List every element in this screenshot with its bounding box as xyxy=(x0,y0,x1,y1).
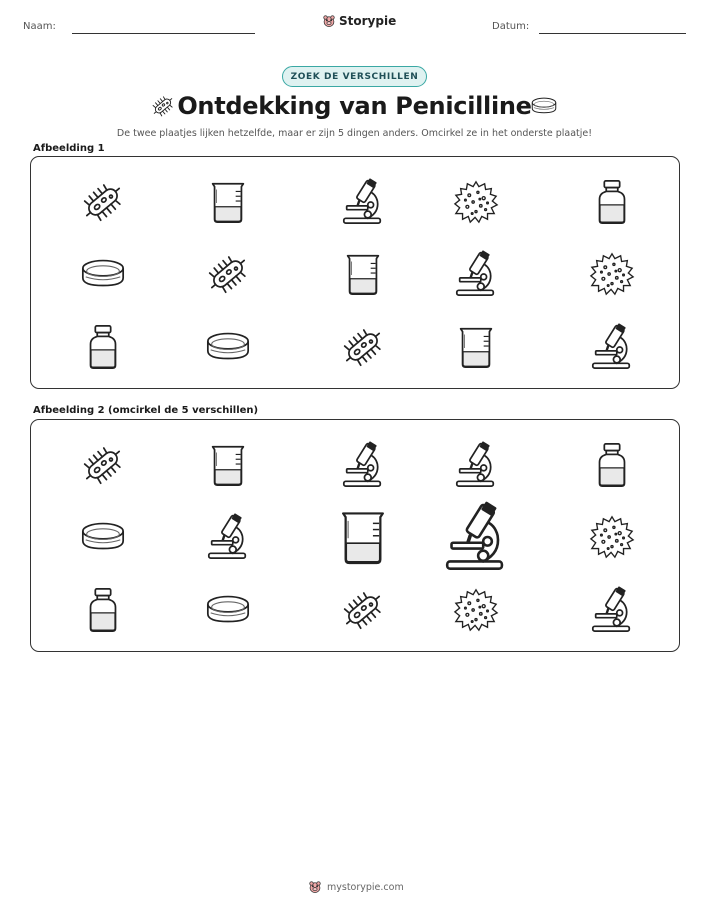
vial-icon xyxy=(588,178,636,226)
bacteria-icon[interactable] xyxy=(79,441,127,489)
footer xyxy=(308,880,404,894)
microscope-icon xyxy=(588,323,636,371)
mold-spore-icon[interactable] xyxy=(452,586,500,634)
picture2-label: Afbeelding 2 (omcirkel de 5 verschillen) xyxy=(33,405,259,416)
vial-icon[interactable] xyxy=(79,586,127,634)
mold-spore-icon[interactable] xyxy=(588,513,636,561)
instructions: De twee plaatjes lijken hetzelfde, maar er zijn 5 dingen anders. Omcirkel ze in het onderste plaatje! xyxy=(116,128,593,139)
activity-tag: ZOEK DE VERSCHILLEN xyxy=(282,66,427,87)
beaker-icon xyxy=(204,178,252,226)
pig-logo-icon xyxy=(322,14,336,28)
microscope-icon xyxy=(452,250,500,298)
brand-logo xyxy=(322,14,396,28)
bacteria-icon xyxy=(204,250,252,298)
brand-name: Storypie xyxy=(339,14,397,28)
microscope-icon[interactable] xyxy=(339,441,387,489)
microscope-icon xyxy=(339,178,387,226)
petri-dish-icon[interactable] xyxy=(204,586,252,634)
pig-logo-icon xyxy=(308,880,322,894)
beaker-icon[interactable] xyxy=(204,441,252,489)
name-line[interactable] xyxy=(72,33,255,34)
date-line[interactable] xyxy=(539,33,686,34)
petri-dish-icon xyxy=(527,92,561,120)
bacteria-icon xyxy=(79,178,127,226)
microscope-icon[interactable] xyxy=(452,441,500,489)
microscope-icon[interactable] xyxy=(204,513,252,561)
beaker-icon[interactable] xyxy=(332,506,394,568)
mold-spore-icon xyxy=(588,250,636,298)
beaker-icon xyxy=(452,323,500,371)
petri-dish-icon xyxy=(79,250,127,298)
picture2-panel[interactable] xyxy=(30,419,680,652)
name-label: Naam: xyxy=(23,21,56,32)
picture1-panel xyxy=(30,156,680,389)
microscope-icon[interactable] xyxy=(588,586,636,634)
beaker-icon xyxy=(339,250,387,298)
microscope-icon[interactable] xyxy=(440,501,512,573)
page-title: Ontdekking van Penicilline xyxy=(177,92,532,120)
vial-icon[interactable] xyxy=(588,441,636,489)
mold-spore-icon xyxy=(452,178,500,226)
date-label: Datum: xyxy=(492,21,530,32)
bacteria-icon xyxy=(339,323,387,371)
footer-url[interactable]: mystorypie.com xyxy=(327,881,404,893)
petri-dish-icon[interactable] xyxy=(79,513,127,561)
vial-icon xyxy=(79,323,127,371)
petri-dish-icon xyxy=(204,323,252,371)
bacteria-icon[interactable] xyxy=(339,586,387,634)
picture1-label: Afbeelding 1 xyxy=(33,143,105,154)
